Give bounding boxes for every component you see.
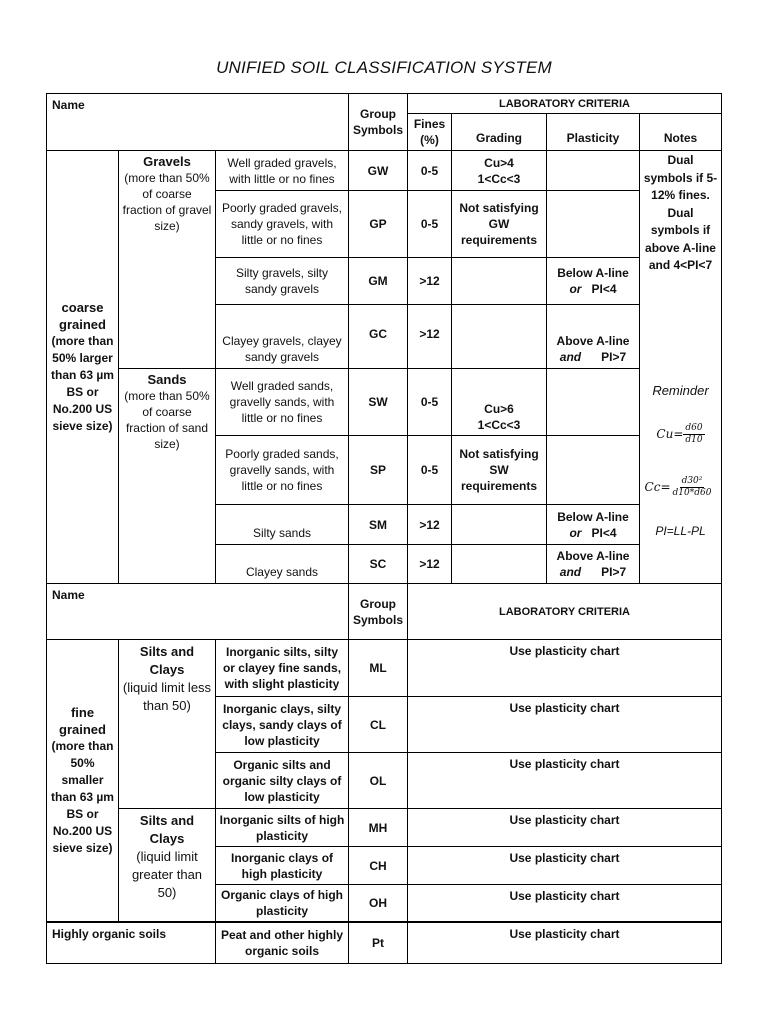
denominator: d10: [685, 434, 703, 445]
lab-criteria-header: LABORATORY CRITERIA: [499, 97, 630, 110]
fine-grained-category: [47, 640, 118, 921]
group-symbol: CL: [370, 717, 386, 732]
rule: [721, 93, 722, 964]
numerator: d30²: [681, 475, 703, 486]
soil-name: Poorly graded gravels, sandy gravels, with little or no fines: [221, 201, 343, 247]
fraction: [671, 476, 714, 499]
grading-gp: Not satisfying GW requirements: [459, 201, 539, 247]
plasticity-line: [569, 281, 616, 297]
group-symbol: Pt: [372, 936, 384, 950]
group-symbol: GW: [367, 163, 389, 178]
fines-value: 0-5: [420, 395, 439, 409]
category-title: fine grained: [59, 705, 106, 737]
subcategory-title: Sands: [147, 372, 187, 387]
cu-formula: [640, 414, 721, 454]
subcategory-description: (more than 50% of coarse fraction of gravel size): [122, 171, 212, 233]
soil-name: Silty sands: [252, 526, 312, 540]
category-title: coarse grained: [59, 300, 106, 332]
group-symbol: GP: [369, 217, 387, 231]
soil-name: Peat and other highly organic soils: [220, 928, 343, 958]
grading-gw: [452, 151, 546, 190]
plasticity-line: [560, 349, 626, 365]
category-description: (more than 50% smaller than 63 µm BS or No.200 US sieve size): [51, 739, 114, 855]
name-header: Name: [52, 588, 85, 602]
plasticity-line: [560, 564, 626, 580]
pi-definition: PI=LL-PL: [655, 524, 706, 538]
connector: or: [569, 525, 582, 540]
pi-condition: PI<4: [591, 525, 617, 540]
fines-header: Fines (%): [413, 117, 446, 147]
subcategory-title: Gravels: [143, 154, 191, 169]
grading-line: 1<Cc<3: [477, 418, 521, 432]
soil-name: Inorganic silts, silty or clayey fine sands, with slight plasticity: [222, 645, 342, 691]
formula-lhs: Cc=: [644, 479, 671, 494]
criteria-value: Use plasticity chart: [509, 889, 620, 903]
soil-name: Clayey gravels, clayey sandy gravels: [222, 334, 342, 364]
connector: and: [559, 350, 582, 364]
connector: or: [569, 282, 582, 296]
category-description: (more than 50% larger than 63 µm BS or No.200 US sieve size): [51, 334, 114, 433]
fines-value: 0-5: [420, 217, 439, 231]
formula: [656, 423, 704, 446]
coarse-grained-category: [47, 151, 118, 583]
criteria-value: Use plasticity chart: [509, 644, 620, 658]
denominator: d10*d60: [672, 487, 712, 498]
plasticity-line: Below A-line: [557, 509, 629, 524]
criteria-value: Use plasticity chart: [509, 701, 620, 715]
soil-name: Clayey sands: [245, 565, 319, 579]
plasticity-gm: [547, 258, 639, 304]
notes-dual-symbols: Dual symbols if 5-12% fines. Dual symbols if above A-line and 4<PI<7: [643, 153, 718, 272]
fines-value: >12: [419, 557, 440, 571]
lab-criteria-header: LABORATORY CRITERIA: [499, 605, 630, 618]
plasticity-gc: [547, 330, 639, 368]
group-symbol: MH: [368, 820, 388, 835]
grading-line: Cu>4: [484, 155, 514, 170]
high-plasticity-subcategory: [119, 809, 215, 921]
subcategory-description: (more than 50% of coarse fraction of sand size): [124, 389, 210, 451]
pi-condition: PI>7: [601, 350, 627, 364]
grading-sp: Not satisfying SW requirements: [459, 447, 539, 493]
soil-name: Inorganic clays, silty clays, sandy clays of low plasticity: [222, 701, 342, 748]
low-plasticity-subcategory: [119, 640, 215, 808]
fines-value: 0-5: [420, 163, 439, 178]
sands-subcategory: [119, 369, 215, 583]
group-symbol: SC: [369, 557, 387, 571]
soil-name: Silty gravels, silty sandy gravels: [235, 266, 329, 296]
subcategory-description: (liquid limit greater than 50): [131, 849, 203, 900]
subcategory-title: Silts and Clays: [139, 813, 195, 846]
criteria-value: Use plasticity chart: [509, 851, 620, 865]
group-symbols-header: Group Symbols: [352, 107, 403, 137]
soil-name: Inorganic clays of high plasticity: [230, 850, 334, 881]
group-symbol: OL: [369, 773, 387, 788]
pi-condition: PI<4: [591, 282, 617, 296]
group-symbols-header: Group Symbols: [352, 596, 403, 627]
pi-condition: PI>7: [601, 565, 627, 579]
subcategory-description: (liquid limit less than 50): [122, 680, 212, 713]
rule: [46, 963, 722, 964]
fraction: [683, 423, 704, 446]
grading-line: Cu>6: [484, 402, 514, 416]
group-symbol: ML: [369, 661, 387, 675]
group-symbol: SW: [368, 395, 388, 409]
group-symbol: OH: [369, 896, 387, 910]
group-symbol: GC: [369, 327, 387, 341]
fines-value: >12: [419, 327, 440, 341]
group-symbol: SM: [369, 517, 387, 532]
formula-lhs: Cu=: [656, 426, 684, 441]
plasticity-header: Plasticity: [566, 131, 620, 145]
soil-name: Well graded gravels, with little or no fines: [227, 155, 337, 186]
fines-value: 0-5: [420, 463, 439, 477]
criteria-value: Use plasticity chart: [509, 927, 620, 941]
formula: [645, 476, 714, 499]
numerator: d60: [685, 422, 703, 433]
connector: and: [559, 565, 582, 579]
plasticity-line: Above A-line: [556, 549, 630, 563]
highly-organic-label: Highly organic soils: [52, 927, 167, 941]
soil-name: Well graded sands, gravelly sands, with little or no fines: [229, 379, 335, 425]
soil-name: Inorganic silts of high plasticity: [219, 812, 345, 843]
plasticity-line: Above A-line: [556, 334, 630, 348]
fines-value: >12: [419, 274, 440, 288]
subcategory-title: Silts and Clays: [139, 644, 195, 677]
cc-formula: [636, 465, 722, 509]
notes-reminder: Reminder: [652, 383, 709, 398]
rule: [408, 113, 722, 114]
criteria-value: Use plasticity chart: [509, 813, 620, 827]
soil-name: Poorly graded sands, gravelly sands, with little or no fines: [225, 447, 339, 493]
group-symbol: GM: [368, 274, 388, 288]
group-symbol: SP: [369, 463, 386, 477]
notes-header: Notes: [663, 131, 698, 145]
grading-line: 1<Cc<3: [477, 171, 521, 186]
name-header: Name: [52, 98, 85, 112]
plasticity-line: [569, 525, 616, 541]
page-title: UNIFIED SOIL CLASSIFICATION SYSTEM: [216, 58, 552, 77]
fines-value: >12: [419, 517, 440, 532]
criteria-value: Use plasticity chart: [509, 757, 620, 771]
plasticity-line: Below A-line: [557, 266, 629, 280]
soil-name: Organic silts and organic silty clays of low plasticity: [222, 757, 342, 804]
grading-header: Grading: [475, 131, 522, 145]
gravels-subcategory: [119, 151, 215, 368]
soil-name: Organic clays of high plasticity: [220, 888, 344, 918]
plasticity-sm: [547, 505, 639, 544]
group-symbol: CH: [369, 858, 387, 873]
plasticity-sc: [547, 545, 639, 583]
